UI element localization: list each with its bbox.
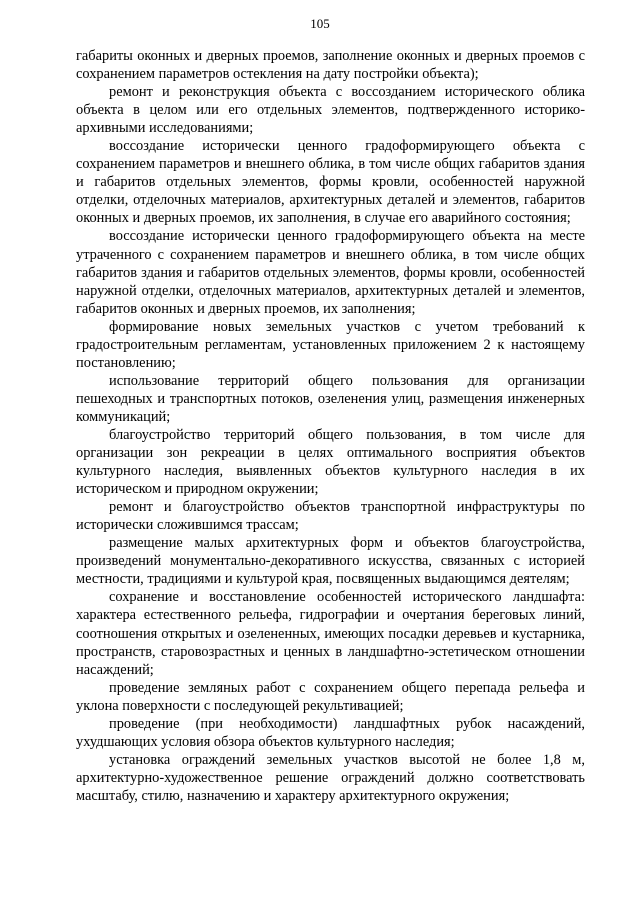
paragraph: проведение земляных работ с сохранением общего перепада рельефа и уклона поверхности с последующей рекультивацией; (76, 679, 585, 714)
paragraph: сохранение и восстановление особенностей исторического ландшафта: характера естественного рельефа, гидрографии и очертания береговых линий, соотношения открытых и озелененных, имеющих посадки деревьев и кустарника, пространств, старовозрастных и ценных в ландшафтно-эстетическом отношении насаждений; (76, 589, 585, 678)
paragraph: проведение (при необходимости) ландшафтных рубок насаждений, ухудшающих условия обзора объектов культурного наследия; (76, 715, 585, 750)
paragraph: использование территорий общего пользования для организации пешеходных и транспортных потоков, озеленения улиц, размещения инженерных коммуникаций; (76, 372, 585, 425)
paragraph: установка ограждений земельных участков высотой не более 1,8 м, архитектурно-художественное решение ограждений должно соответствовать масштабу, стилю, назначению и характеру архитектурного окружения; (76, 751, 585, 804)
paragraph: ремонт и благоустройство объектов транспортной инфраструктуры по исторически сложившимся трассам; (76, 499, 585, 534)
paragraph: воссоздание исторически ценного градоформирующего объекта с сохранением параметров и внешнего облика, в том числе общих габаритов здания и габаритов отдельных элементов, формы кровли, особенностей наружной отделки, отделочных материалов, архитектурных деталей и элементов, габаритов оконных и дверных проемов, их заполнения, в случае его аварийного состояния; (76, 138, 585, 227)
paragraph: благоустройство территорий общего пользования, в том числе для организации зон рекреации в целях оптимального восприятия объектов культурного наследия, выявленных объектов культурного наследия в их историческом и природном окружении; (76, 426, 585, 498)
body-text (76, 47, 585, 805)
paragraph-continuation: габариты оконных и дверных проемов, заполнение оконных и дверных проемов с сохранением параметров остекления на дату постройки объекта); (76, 48, 585, 83)
paragraph: воссоздание исторически ценного градоформирующего объекта на месте утраченного с сохранением параметров и внешнего облика, в том числе общих габаритов здания и габаритов отдельных элементов, формы кровли, особенностей наружной отделки, отделочных материалов, архитектурных деталей и элементов, габаритов оконных и дверных проемов, их заполнения; (76, 228, 585, 317)
paragraph: ремонт и реконструкция объекта с воссозданием исторического облика объекта в целом или его отдельных элементов, подтвержденного историко-архивными исследованиями; (76, 84, 585, 137)
page-number: 105 (310, 16, 330, 31)
paragraph: формирование новых земельных участков с учетом требований к градостроительным регламентам, установленных приложением 2 к настоящему постановлению; (76, 318, 585, 371)
paragraph: размещение малых архитектурных форм и объектов благоустройства, произведений монументально-декоративного искусства, связанных с историей местности, традициями и культурой края, посвященных выдающимся деятелям; (76, 535, 585, 588)
